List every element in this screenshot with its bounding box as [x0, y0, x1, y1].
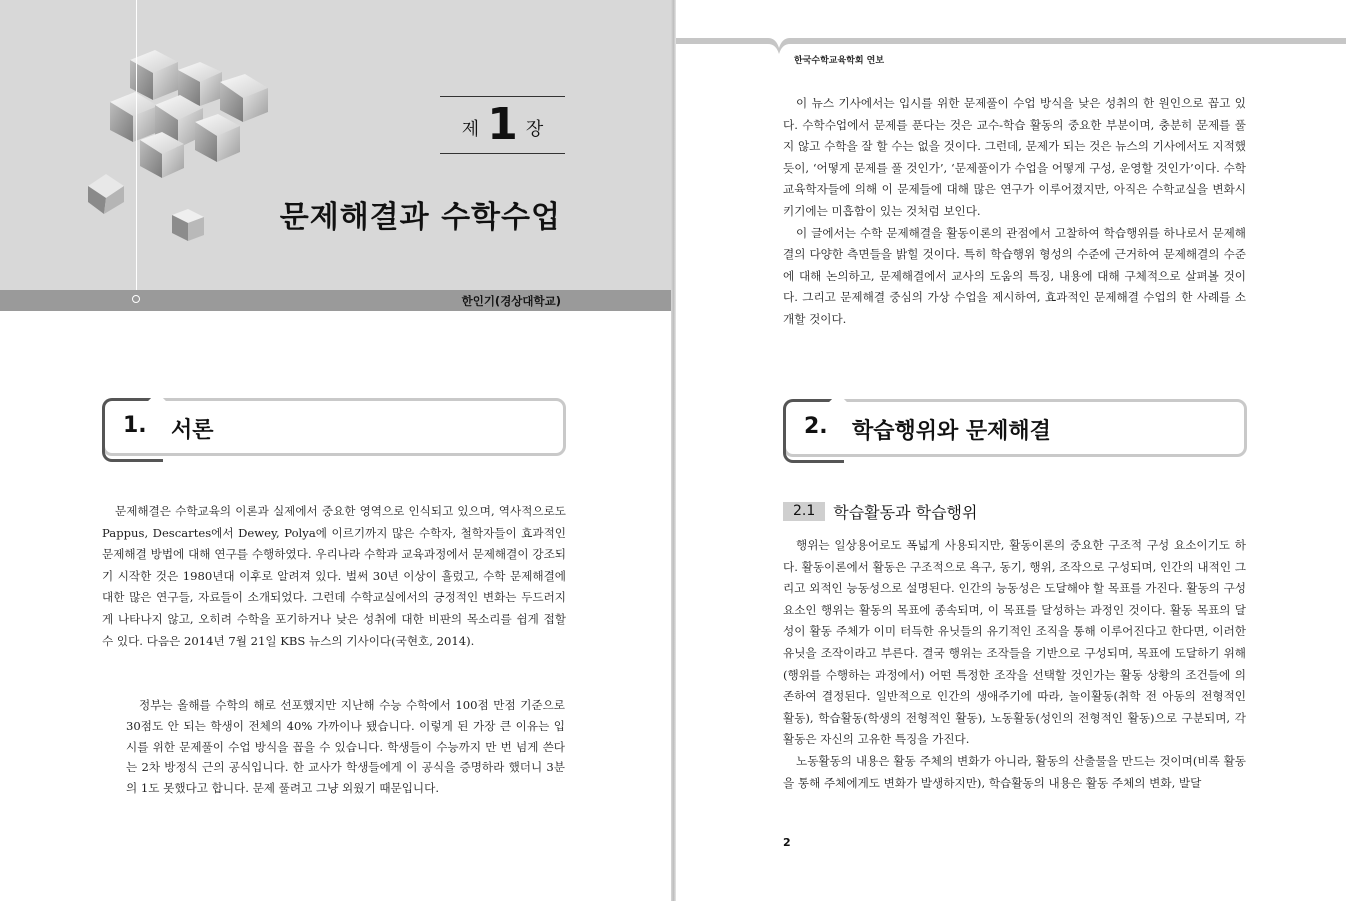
paragraph: 이 뉴스 기사에서는 입시를 위한 문제풀이 수업 방식을 낮은 성취의 한 원인으로 꼽고 있다. 수학수업에서 문제를 푼다는 것은 교수-학습 활동의 중요한 부분이며, 충분히 문제를 풀지 않고 수학을 잘 할 수는 없을 것이다. 그런데, 문제가 되는 것은 뉴스의 기사에서도 지적했듯이, ‘어떻게 문제를 풀 것인가’, ‘문제풀이가 수업을 어떻게 구성, 운영할 것인가’이다. 수학교육학자들에 의해 이 문제들에 대해 많은 연구가 이루어졌지만, 아직은 수학교실을 변화시키기에는 미흡함이 있는 것처럼 보인다. [783, 96, 1246, 218]
header-line-dot [132, 295, 140, 303]
section-title: 서론 [171, 418, 214, 443]
paragraph: 이 글에서는 수학 문제해결을 활동이론의 관점에서 고찰하여 학습행위를 하나로서 문제해결의 다양한 측면들을 밝힐 것이다. 특히 학습행위 형성의 수준에 근거하여 문제해결의 수준에 대해 논의하고, 문제해결에서 교사의 도움의 특징, 내용에 대해 구체적으로 살펴볼 것이다. 그리고 문제해결 중심의 가상 수업을 제시하여, 효과적인 문제해결 수업의 한 사례를 소개할 것이다. [783, 225, 1246, 326]
cube-small-left-graphic [84, 168, 134, 216]
right-page [676, 0, 1346, 901]
author-bar [0, 290, 671, 311]
chapter-title: 문제해결과 수학수업 [279, 200, 561, 235]
paragraph: 노동활동의 내용은 활동 주체의 변화가 아니라, 활동의 산출물을 만드는 것이며(비록 활동을 통해 주체에게도 변화가 발생하지만), 학습활동의 내용은 활동 주체의 변화, 발달 [783, 753, 1246, 790]
section-heading-2 [783, 399, 1247, 457]
chapter-number-box [440, 96, 565, 154]
page-number: 2 [783, 836, 791, 849]
right-intro-body [783, 93, 1246, 331]
section-number: 2. [804, 414, 828, 439]
section-heading-1 [102, 398, 566, 456]
chapter-number: 1 [487, 99, 518, 150]
subsection-heading [783, 500, 977, 522]
news-quote [126, 695, 565, 799]
header-vertical-line [136, 0, 137, 296]
paragraph: 행위는 일상용어로도 폭넓게 사용되지만, 활동이론의 중요한 구조적 구성 요소이기도 하다. 활동이론에서 활동은 구조적으로 욕구, 동기, 행위, 조작으로 구성되며, 인간의 내적인 그리고 외적인 능동성으로 설명된다. 인간의 능동성은 도달해야 할 목표를 가진다. 활동의 구성요소인 행위는 활동의 목표에 종속되며, 이 목표를 달성하는 과정인 것이다. 활동 목표의 달성이 활동 주체가 이미 터득한 유닛들의 유기적인 조직을 통해 이루어진다고 한다면, 이러한 유닛을 조작이라고 부른다. 결국 행위는 조작들을 기반으로 구성되며, 목표에 도달하기 위해(행위를 수행하는 과정에서) 어떤 특정한 조작을 선택할 것인가는 활동 상황의 조건들에 의존하여 결정된다. 일반적으로 인간의 생애주기에 따라, 놀이활동(취학 전 아동의 전형적인 활동), 학습활동(학생의 전형적인 활동), 노동활동(성인의 전형적인 활동)으로 구분되며, 각 활동은 자신의 고유한 특징을 가진다. [783, 538, 1246, 747]
section-number: 1. [123, 413, 147, 438]
chapter-prefix: 제 [461, 119, 480, 140]
running-header-line [676, 0, 1346, 60]
subsection-number: 2.1 [783, 502, 825, 521]
subsection-title: 학습활동과 학습행위 [833, 503, 978, 522]
running-title: 한국수학교육학회 연보 [794, 56, 885, 66]
chapter-header [0, 0, 671, 290]
intro-body [102, 501, 566, 652]
paragraph: 문제해결은 수학교육의 이론과 실제에서 중요한 영역으로 인식되고 있으며, 역사적으로도 Pappus, Descartes에서 Dewey, Polya에 이르기까지 많은 수학자, 철학자들이 효과적인 문제해결 방법에 대해 연구를 수행하였다. 우리나라 수학과 교육과정에서 문제해결이 강조되기 시작한 것은 1980년대 이후로 알려져 있다. 벌써 30년 이상이 흘렀고, 수학 문제해결에 대한 많은 연구들, 자료들이 소개되었다. 그런데 수학교실에서의 긍정적인 변화는 두드러지게 나타나지 않고, 오히려 수학을 포기하거나 낮은 성취에 대한 비판의 목소리를 쉽게 접할 수 있다. 다음은 2014년 7월 21일 KBS 뉴스의 기사이다(국현호, 2014). [102, 504, 566, 648]
quote-text: 정부는 올해를 수학의 해로 선포했지만 지난해 수능 수학에서 100점 만점 기준으로 30점도 안 되는 학생이 전체의 40% 가까이나 됐습니다. 이렇게 된 가장 큰 이유는 입시를 위한 문제풀이 수업 방식을 꼽을 수 있습니다. 학생들이 수능까지 만 번 넘게 쓴다는 2차 방정식 근의 공식입니다. 한 교사가 학생들에게 이 공식을 증명하라 했더니 3분의 1도 못했다고 합니다. 문제 풀려고 그냥 외웠기 때문입니다. [126, 698, 565, 796]
cube-small-bottom-graphic [168, 205, 210, 245]
left-page [0, 0, 671, 901]
section-title: 학습행위와 문제해결 [852, 419, 1051, 444]
chapter-suffix: 장 [525, 119, 544, 140]
section2-body [783, 535, 1246, 794]
author-name: 한인기(경상대학교) [461, 294, 561, 308]
